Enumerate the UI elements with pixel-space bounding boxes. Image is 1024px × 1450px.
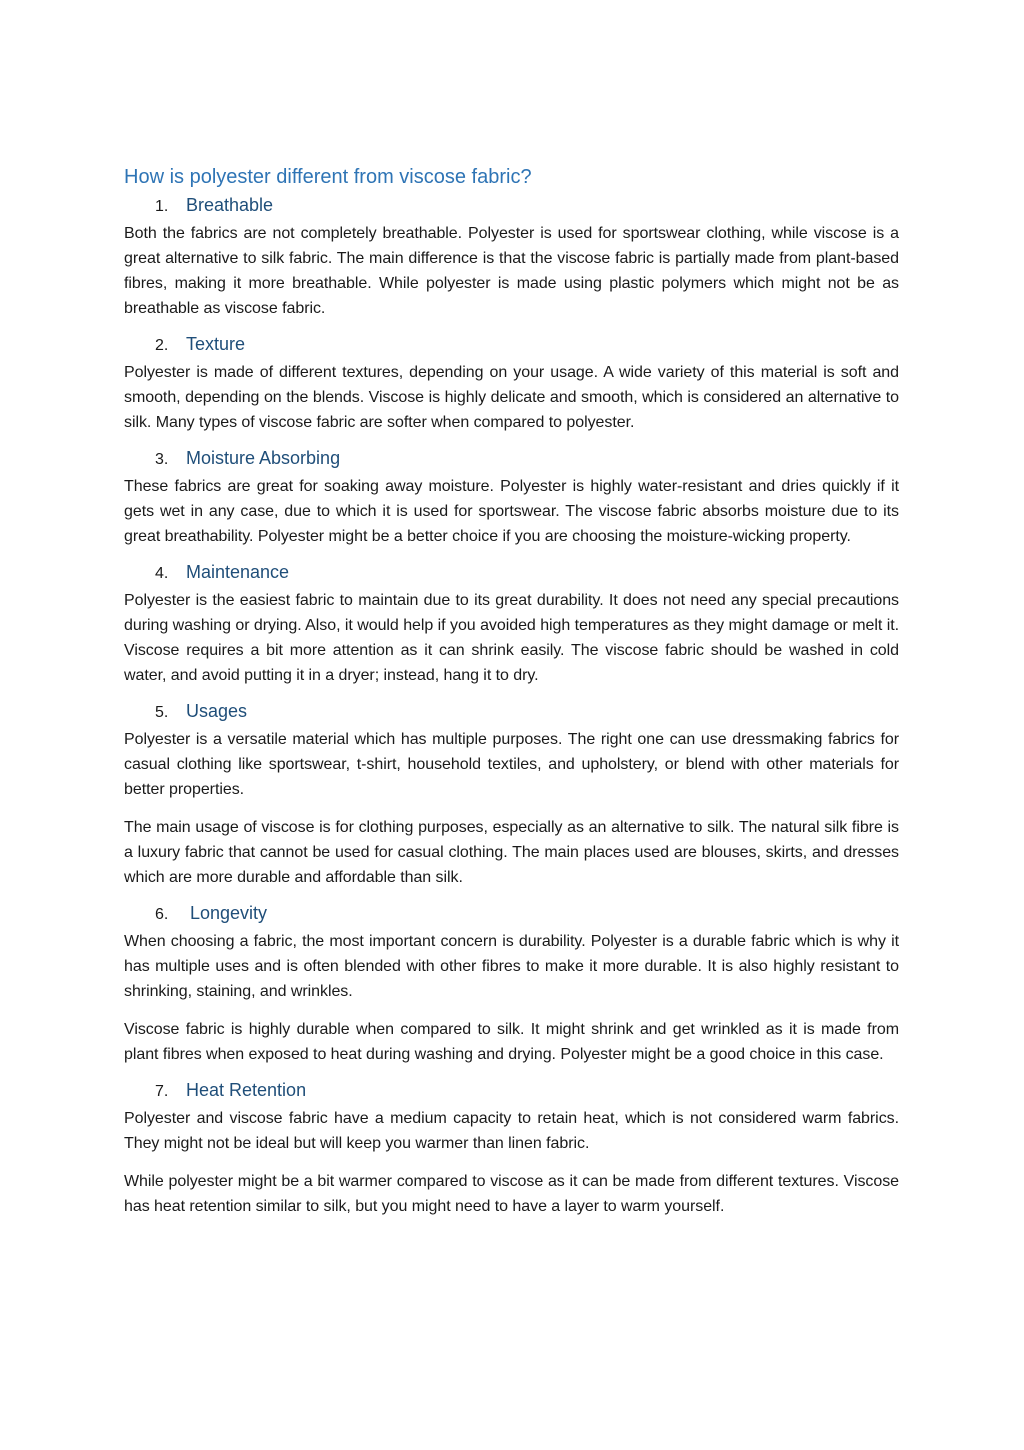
list-number: 6.: [155, 906, 169, 923]
section-heading-label: Longevity: [190, 903, 268, 923]
section-heading: [124, 448, 899, 473]
section-heading: [124, 562, 899, 587]
paragraph: When choosing a fabric, the most important concern is durability. Polyester is a durable fabric which is why it has multiple uses and is often blended with other fibres to make it more durable. It is also highly resistant to shrinking, staining, and wrinkles.: [124, 933, 899, 1000]
section-heading: [124, 903, 899, 928]
paragraph: The main usage of viscose is for clothing purposes, especially as an alternative to silk. The natural silk fibre is a luxury fabric that cannot be used for casual clothing. The main places used are blouses, skirts, and dresses which are more durable and affordable than silk.: [124, 819, 899, 886]
list-number: 2.: [155, 337, 169, 354]
paragraph: Both the fabrics are not completely breathable. Polyester is used for sportswear clothing, while viscose is a great alternative to silk fabric. The main difference is that the viscose fabric is partially made from plant-based fibres, making it more breathable. While polyester is made using plastic polymers which might not be as breathable as viscose fabric.: [124, 225, 899, 317]
section-heading: [124, 1080, 899, 1105]
section-moisture-absorbing: [124, 448, 899, 549]
page-title: How is polyester different from viscose fabric?: [124, 166, 532, 188]
list-number: 1.: [155, 198, 169, 215]
section-heading-label: Breathable: [186, 195, 274, 215]
section-longevity: [124, 903, 899, 1067]
list-number: 7.: [155, 1083, 169, 1100]
section-heading-label: Moisture Absorbing: [186, 448, 341, 468]
section-heading-label: Heat Retention: [186, 1080, 307, 1100]
section-heading-label: Texture: [186, 334, 246, 354]
list-number: 5.: [155, 704, 169, 721]
section-heading-label: Maintenance: [186, 562, 290, 582]
section-heading-label: Usages: [186, 701, 248, 721]
section-heading: [124, 334, 899, 359]
paragraph: Polyester is the easiest fabric to maintain due to its great durability. It does not need any special precautions during washing or drying. Also, it would help if you avoided high temperatures as they might damage or melt it. Viscose requires a bit more attention as it can shrink easily. The viscose fabric should be washed in cold water, and avoid putting it in a dryer; instead, hang it to dry.: [124, 592, 899, 684]
paragraph: Polyester is made of different textures, depending on your usage. A wide variety of this material is soft and smooth, depending on the blends. Viscose is highly delicate and smooth, which is considered an alternative to silk. Many types of viscose fabric are softer when compared to polyester.: [124, 364, 899, 431]
section-usages: [124, 701, 899, 890]
section-breathable: [124, 195, 899, 321]
paragraph: While polyester might be a bit warmer compared to viscose as it can be made from different textures. Viscose has heat retention similar to silk, but you might need to have a layer to warm yourself.: [124, 1173, 899, 1215]
paragraph: Viscose fabric is highly durable when compared to silk. It might shrink and get wrinkled as it is made from plant fibres when exposed to heat during washing and drying. Polyester might be a good choice in this case.: [124, 1021, 899, 1063]
section-heading: [124, 195, 899, 220]
paragraph: Polyester and viscose fabric have a medium capacity to retain heat, which is not considered warm fabrics. They might not be ideal but will keep you warmer than linen fabric.: [124, 1110, 899, 1152]
section-heat-retention: [124, 1080, 899, 1219]
list-number: 3.: [155, 451, 169, 468]
section-heading: [124, 701, 899, 726]
section-texture: [124, 334, 899, 435]
paragraph: Polyester is a versatile material which has multiple purposes. The right one can use dressmaking fabrics for casual clothing like sportswear, t-shirt, household textiles, and upholstery, or blend with other materials for better properties.: [124, 731, 899, 798]
section-maintenance: [124, 562, 899, 688]
paragraph: These fabrics are great for soaking away moisture. Polyester is highly water-resistant and dries quickly if it gets wet in any case, due to which it is used for sportswear. The viscose fabric absorbs moisture due to its great breathability. Polyester might be a better choice if you are choosing the moisture-wicking property.: [124, 478, 899, 545]
list-number: 4.: [155, 565, 169, 582]
